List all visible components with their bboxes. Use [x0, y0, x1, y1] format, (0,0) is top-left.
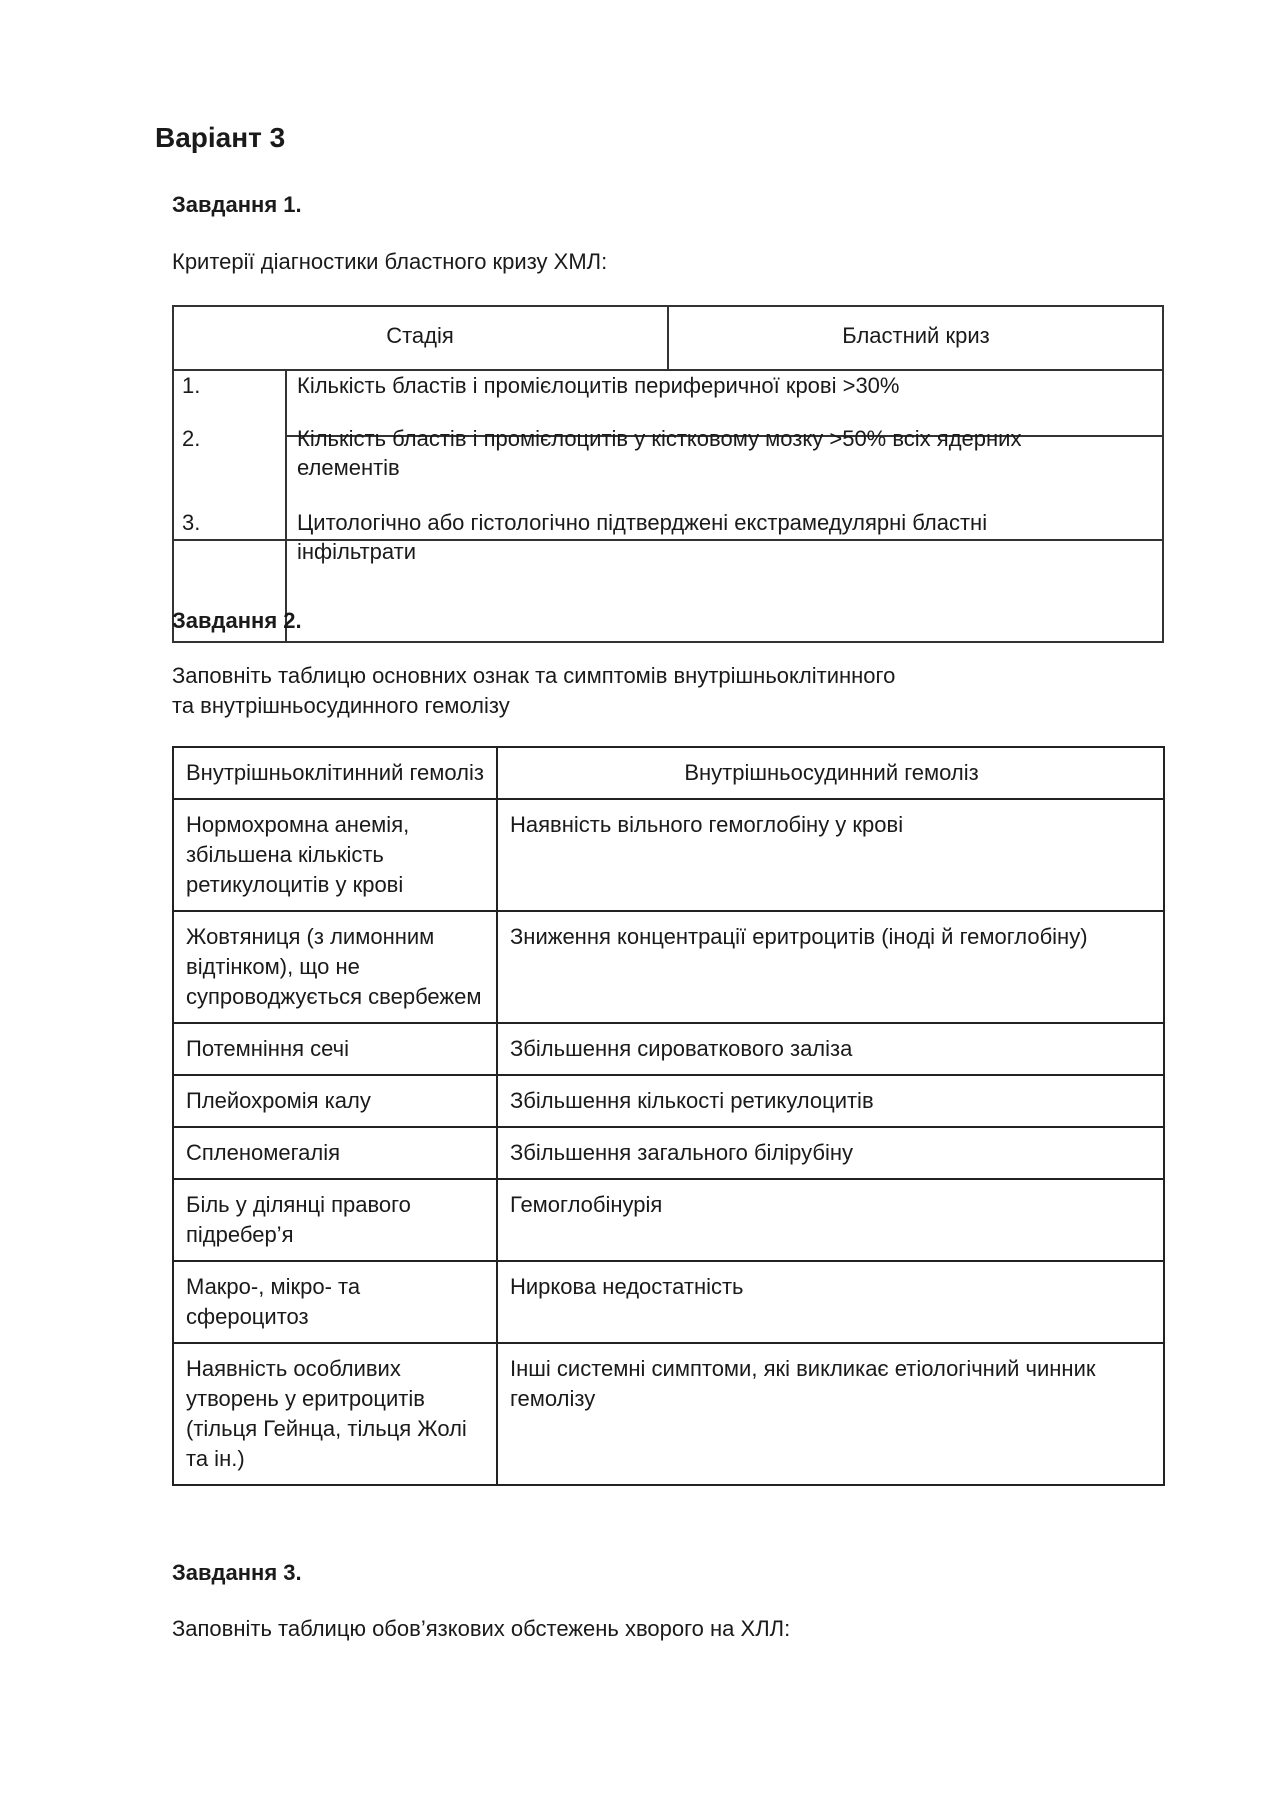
intravascular-cell: Ниркова недостатність — [497, 1261, 1164, 1343]
intracellular-cell: Біль у ділянці правого підребер’я — [173, 1179, 497, 1261]
header-blast-crisis: Бластний криз — [842, 323, 990, 348]
table-row — [173, 1261, 1164, 1343]
task2-intro-line2: та внутрішньосудинного гемолізу — [172, 693, 510, 718]
hemolysis-table — [172, 746, 1165, 1486]
row-number: 3. — [182, 510, 201, 535]
row-criterion-cont: інфільтрати — [297, 539, 417, 564]
intravascular-cell: Інші системні симптоми, які викликає етіологічний чинник гемолізу — [497, 1343, 1164, 1485]
intravascular-cell: Наявність вільного гемоглобіну у крові — [497, 799, 1164, 911]
intracellular-cell: Жовтяниця (з лимонним відтінком), що не супроводжується свербежем — [173, 911, 497, 1023]
task2-heading: Завдання 2. — [172, 608, 302, 633]
table-row — [173, 911, 1164, 1023]
task1-intro: Критерії діагностики бластного кризу ХМЛ: — [172, 249, 608, 274]
intracellular-cell: Наявність особливих утворень у еритроцитів (тільця Гейнца, тільця Жолі та ін.) — [173, 1343, 497, 1485]
intravascular-cell: Збільшення загального білірубіну — [497, 1127, 1164, 1179]
intravascular-cell: Збільшення кількості ретикулоцитів — [497, 1075, 1164, 1127]
row-criterion: Цитологічно або гістологічно підтверджені екстрамедулярні бластні — [297, 510, 988, 535]
intracellular-cell: Потемніння сечі — [173, 1023, 497, 1075]
intracellular-cell: Плейохромія калу — [173, 1075, 497, 1127]
intracellular-cell: Нормохромна анемія, збільшена кількість ретикулоцитів у крові — [173, 799, 497, 911]
table-row — [173, 1179, 1164, 1261]
table-row — [173, 799, 1164, 911]
task3-intro: Заповніть таблицю обов’язкових обстежень хворого на ХЛЛ: — [172, 1616, 791, 1641]
task2-intro-line1: Заповніть таблицю основних ознак та симптомів внутрішньоклітинного — [172, 663, 896, 688]
row-criterion: Кількість бластів і промієлоцитів у кістковому мозку >50% всіх ядерних — [297, 426, 1022, 451]
variant-title: Варіант 3 — [155, 122, 286, 153]
header-intracellular: Внутрішньоклітинний гемоліз — [173, 747, 497, 799]
row-criterion: Кількість бластів і промієлоцитів периферичної крові >30% — [297, 373, 900, 398]
row-number: 1. — [182, 373, 201, 398]
intravascular-cell: Зниження концентрації еритроцитів (іноді й гемоглобіну) — [497, 911, 1164, 1023]
header-stage: Стадія — [386, 323, 454, 348]
row-number: 2. — [182, 426, 201, 451]
intravascular-cell: Збільшення сироваткового заліза — [497, 1023, 1164, 1075]
intracellular-cell: Спленомегалія — [173, 1127, 497, 1179]
table-row — [173, 1023, 1164, 1075]
table-row — [173, 1127, 1164, 1179]
header-intravascular: Внутрішньосудинний гемоліз — [497, 747, 1164, 799]
row-criterion-cont: елементів — [297, 455, 400, 480]
table-row — [173, 1075, 1164, 1127]
table-row — [173, 1343, 1164, 1485]
intravascular-cell: Гемоглобінурія — [497, 1179, 1164, 1261]
intracellular-cell: Макро-, мікро- та сфероцитоз — [173, 1261, 497, 1343]
task1-heading: Завдання 1. — [172, 192, 302, 217]
table-header-row — [173, 747, 1164, 799]
blast-crisis-table — [172, 305, 1164, 643]
task3-heading: Завдання 3. — [172, 1560, 302, 1585]
